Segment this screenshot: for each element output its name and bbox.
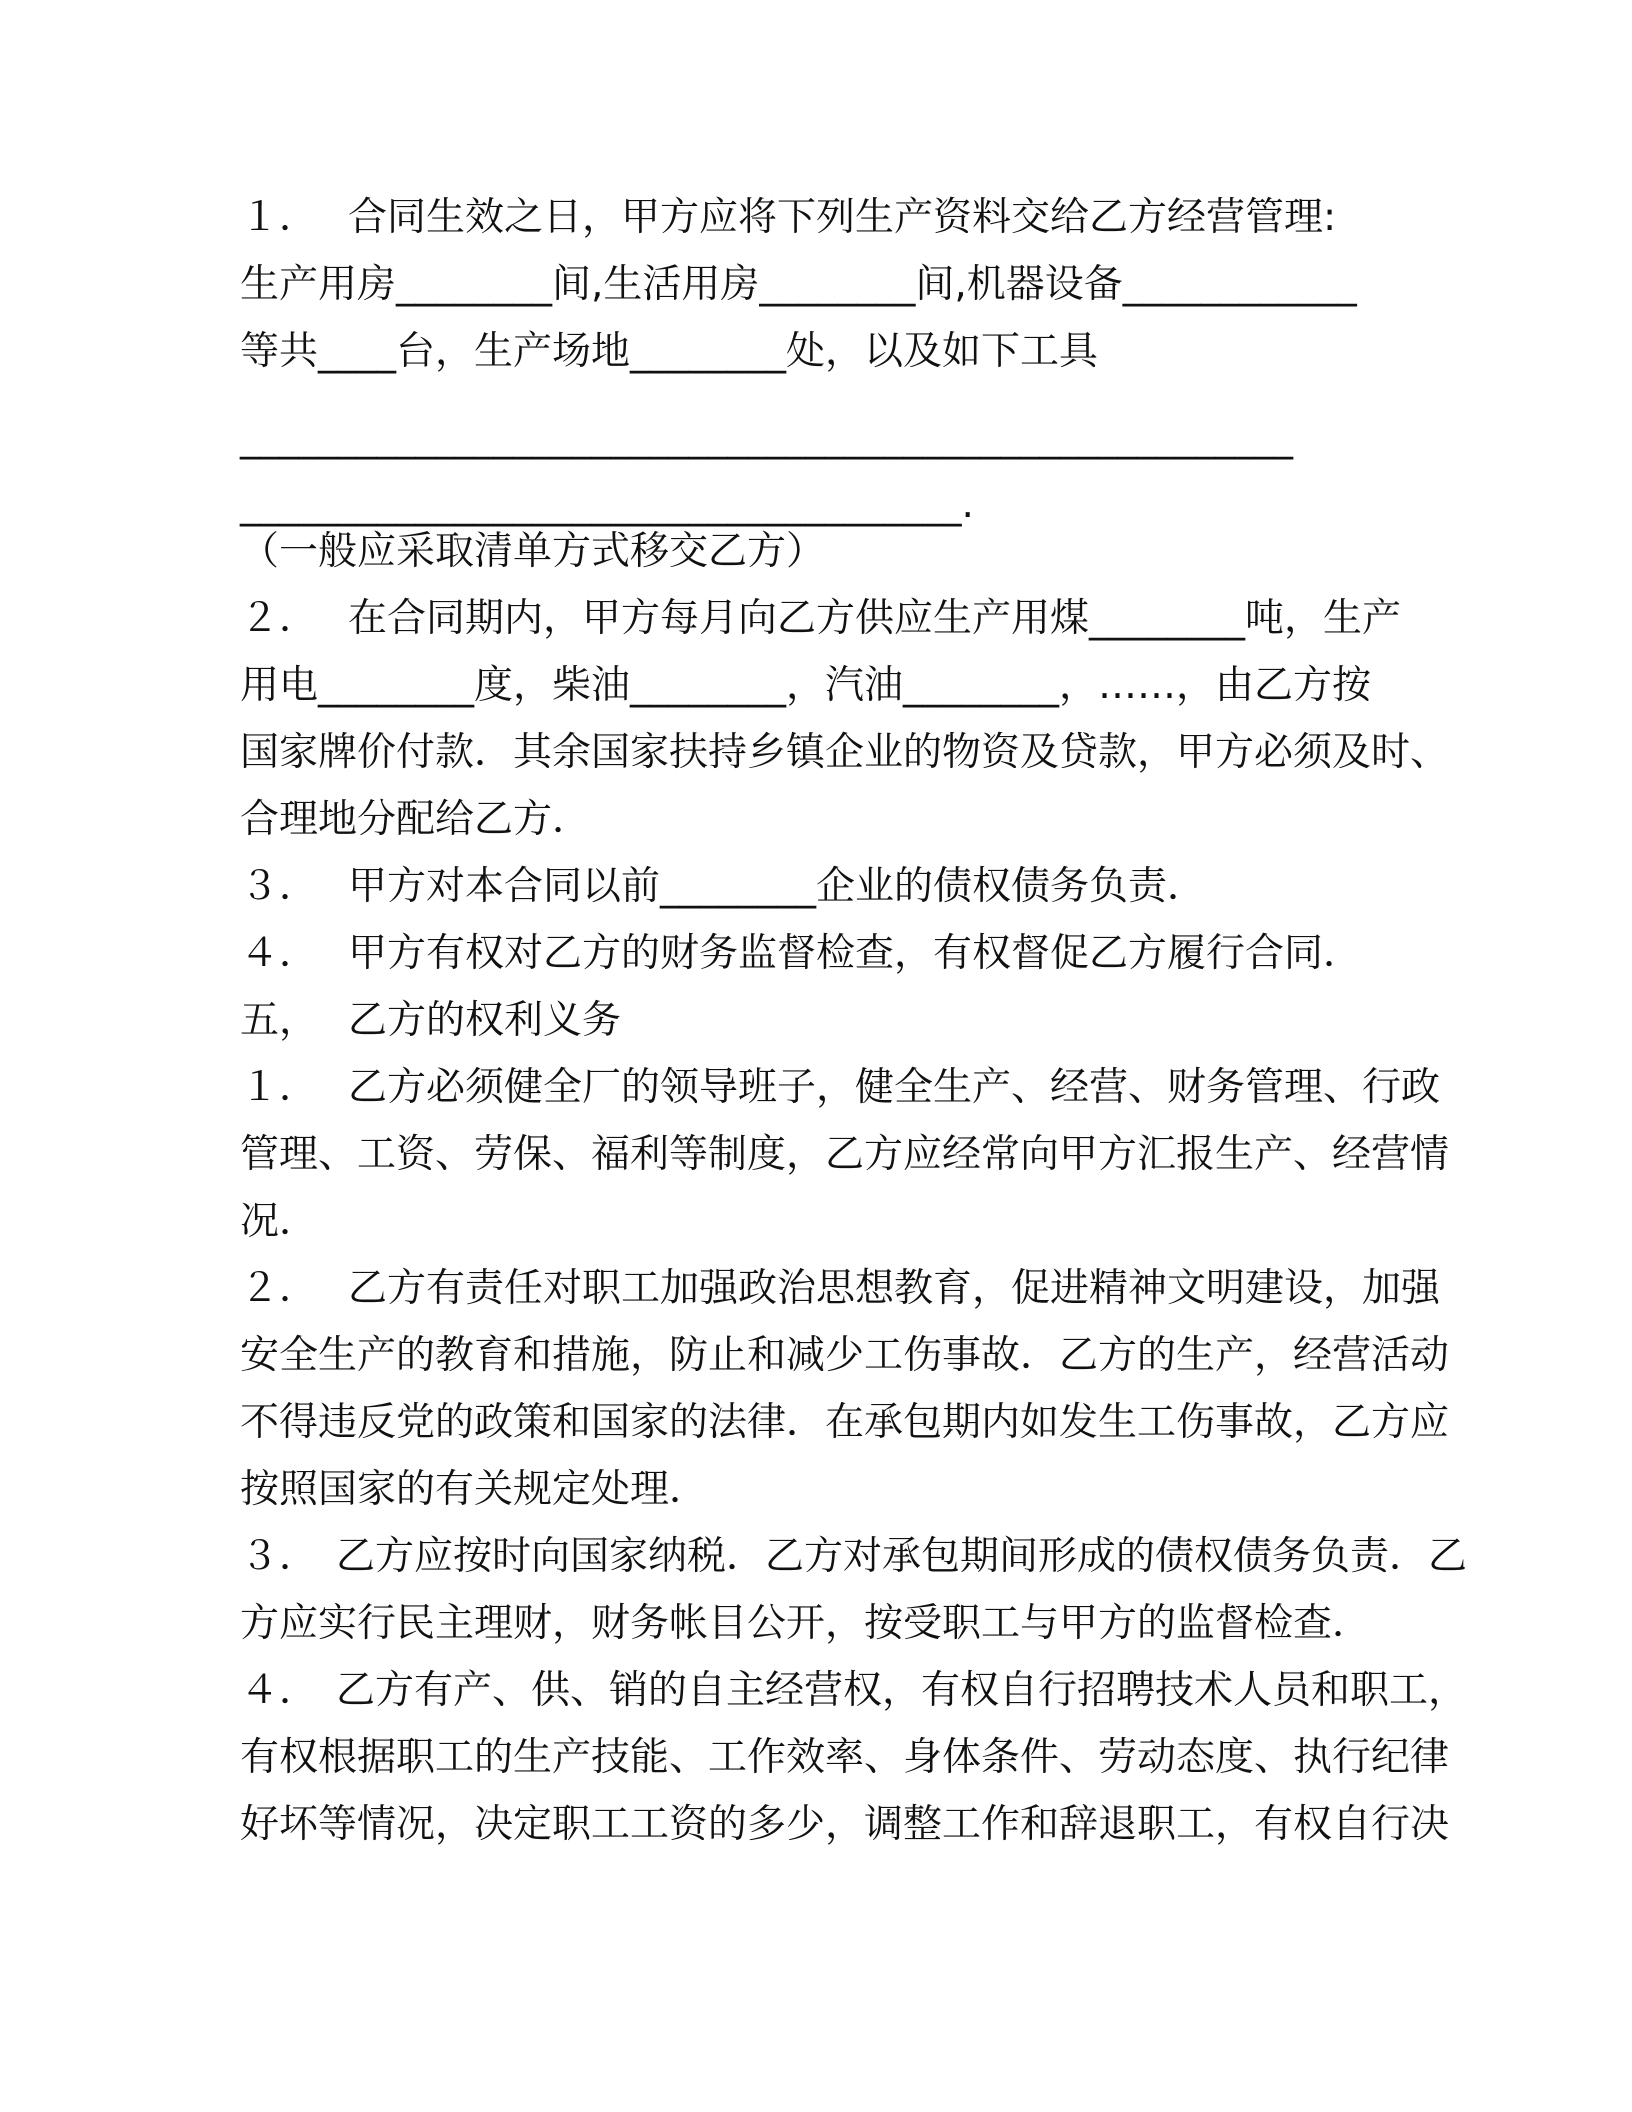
obligation-1-line-3: 况． [240, 1199, 319, 1244]
paragraph-2-line-3: 国家牌价付款．其余国家扶持乡镇企业的物资及贷款，甲方必须及时、 [240, 730, 1450, 775]
section-number: 五， [240, 998, 319, 1043]
text: 甲方对本合同以前________企业的债权债务负责． [348, 864, 1207, 909]
obligation-2-line-3: 不得违反党的政策和国家的法律．在承包期内如发生工伤事故，乙方应 [240, 1400, 1450, 1445]
obligation-4-line-3: 好坏等情况，决定职工工资的多少，调整工作和辞退职工，有权自行决 [240, 1802, 1450, 1847]
obligation-2-line-1 [240, 1265, 1440, 1313]
obligation-1-line-2: 管理、工资、劳保、福利等制度，乙方应经常向甲方汇报生产、经营情 [240, 1132, 1450, 1177]
item-number: ２． [240, 596, 319, 641]
text: 乙方应按时向国家纳税．乙方对承包期间形成的债权债务负责．乙 [336, 1534, 1468, 1579]
text: 合同生效之日，甲方应将下列生产资料交给乙方经营管理: [348, 195, 1337, 240]
obligation-4-line-2: 有权根据职工的生产技能、工作效率、身体条件、劳动态度、执行纪律 [240, 1735, 1450, 1780]
item-number: ３． [240, 864, 319, 909]
paragraph-1-line-3: 等共____台，生产场地________处，以及如下工具 [240, 329, 1099, 374]
item-number: １． [240, 195, 319, 240]
item-number: １． [240, 1065, 319, 1110]
obligation-2-line-2: 安全生产的教育和措施，防止和减少工伤事故．乙方的生产，经营活动 [240, 1333, 1450, 1378]
item-number: ４． [240, 1668, 319, 1713]
paragraph-3-line-1 [240, 863, 1206, 911]
paragraph-1-line-1 [240, 194, 1336, 242]
paragraph-2-line-4: 合理地分配给乙方． [240, 797, 592, 842]
item-number: ４． [240, 931, 319, 976]
paragraph-2-line-1 [240, 595, 1401, 643]
paragraph-2-line-2: 用电________度，柴油________，汽油________，……，由乙方按 [240, 663, 1372, 708]
obligation-4-line-1 [240, 1667, 1467, 1715]
paragraph-1-line-5: _____________________________________. [240, 482, 974, 527]
item-number: ３． [240, 1534, 319, 1579]
paragraph-1-line-4: ______________________________________________________ [240, 415, 1293, 460]
text: 乙方必须健全厂的领导班子，健全生产、经营、财务管理、行政 [348, 1065, 1441, 1110]
obligation-3-line-2: 方应实行民主理财，财务帐目公开，按受职工与甲方的监督检查． [240, 1601, 1372, 1646]
obligation-2-line-4: 按照国家的有关规定处理． [240, 1467, 709, 1512]
text: 甲方有权对乙方的财务监督检查，有权督促乙方履行合同． [348, 931, 1363, 976]
text: 在合同期内，甲方每月向乙方供应生产用煤________吨，生产 [348, 596, 1402, 641]
paragraph-4-line-1 [240, 930, 1362, 978]
obligation-3-line-1 [240, 1533, 1467, 1581]
item-number: ２． [240, 1266, 319, 1311]
section-title: 乙方的权利义务 [348, 998, 622, 1043]
obligation-1-line-1 [240, 1064, 1440, 1112]
section-5-heading [240, 997, 621, 1045]
paragraph-1-line-2: 生产用房________间,生活用房________间,机器设备____________ [240, 262, 1357, 307]
paragraph-1-note: （一般应采取清单方式移交乙方） [240, 529, 826, 574]
text: 乙方有责任对职工加强政治思想教育，促进精神文明建设，加强 [348, 1266, 1441, 1311]
text: 乙方有产、供、销的自主经营权，有权自行招聘技术人员和职工， [336, 1668, 1468, 1713]
